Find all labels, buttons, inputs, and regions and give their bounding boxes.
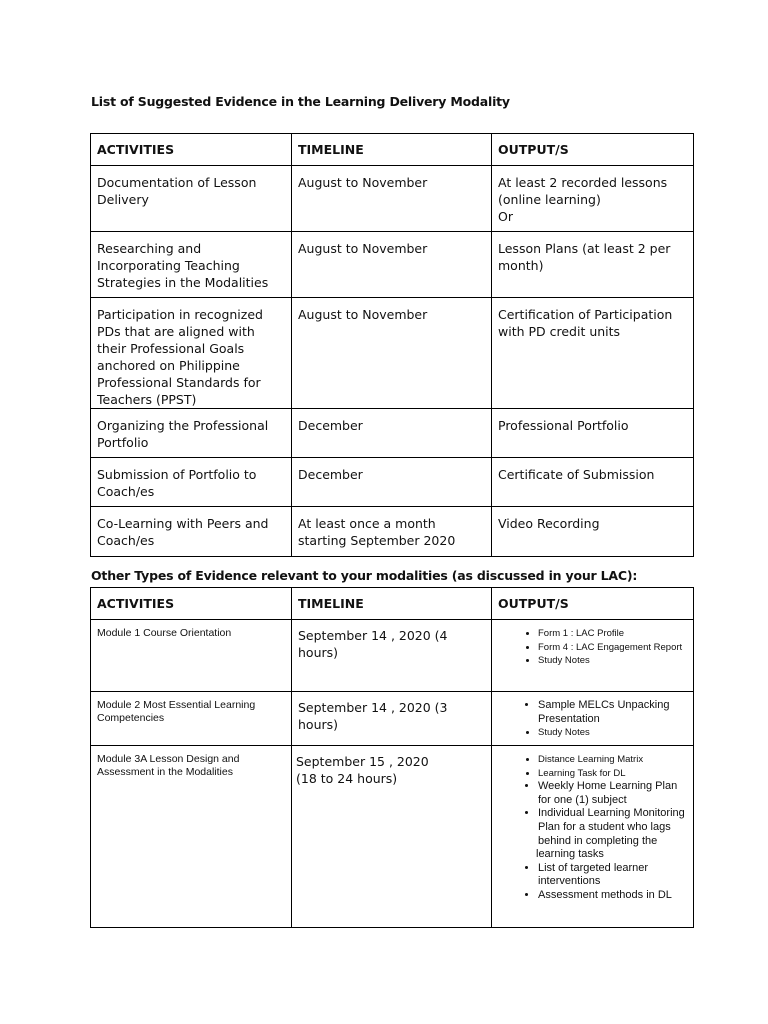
list-item: • Study Notes <box>538 726 687 740</box>
column-header-activities: ACTIVITIES <box>91 588 292 620</box>
activity-cell: Co-Learning with Peers and Coach/es <box>91 507 292 557</box>
table-header-row <box>91 588 694 620</box>
timeline-cell: September 14 , 2020 (3 hours) <box>292 692 492 746</box>
output-line: (online learning) <box>498 192 601 207</box>
list-item: • Form 4 : LAC Engagement Report <box>538 641 687 655</box>
timeline-cell: December <box>292 409 492 458</box>
timeline-cell: August to November <box>292 298 492 409</box>
activity-cell: Module 1 Course Orientation <box>91 620 292 692</box>
table-row <box>91 232 694 298</box>
list-item: • Form 1 : LAC Profile <box>538 627 687 641</box>
timeline-line: September 15 , 2020 <box>296 754 429 769</box>
section-title-other-evidence: Other Types of Evidence relevant to your modalities (as discussed in your LAC): <box>91 568 638 583</box>
table-row <box>91 409 694 458</box>
output-cell <box>492 692 694 746</box>
timeline-line: (18 to 24 hours) <box>296 771 398 786</box>
list-item: • List of targeted learner interventions <box>538 862 687 889</box>
output-line: At least 2 recorded lessons <box>498 175 668 190</box>
table-row <box>91 298 694 409</box>
table-row <box>91 692 694 746</box>
table-row <box>91 620 694 692</box>
column-header-activities: ACTIVITIES <box>91 134 292 166</box>
column-header-timeline: TIMELINE <box>292 588 492 620</box>
timeline-cell: September 14 , 2020 (4 hours) <box>292 620 492 692</box>
output-list <box>492 699 687 740</box>
activity-cell: Module 3A Lesson Design and Assessment in the Modalities <box>91 746 292 928</box>
timeline-cell: December <box>292 458 492 507</box>
list-item-continuation: learning tasks <box>536 848 604 861</box>
timeline-cell <box>292 746 492 928</box>
section-title-suggested-evidence: List of Suggested Evidence in the Learning Delivery Modality <box>91 94 510 109</box>
list-item: • Distance Learning Matrix <box>538 753 687 767</box>
output-cell: Professional Portfolio <box>492 409 694 458</box>
output-cell: Certificate of Submission <box>492 458 694 507</box>
timeline-cell: At least once a month starting September 2020 <box>292 507 492 557</box>
table-row <box>91 507 694 557</box>
output-cell <box>492 166 694 232</box>
output-cell <box>492 746 694 928</box>
activity-cell: Module 2 Most Essential Learning Competencies <box>91 692 292 746</box>
activity-cell: Researching and Incorporating Teaching Strategies in the Modalities <box>91 232 292 298</box>
timeline-cell: August to November <box>292 166 492 232</box>
list-item: • Weekly Home Learning Plan for one (1) subject <box>538 780 687 807</box>
table-header-row <box>91 134 694 166</box>
column-header-outputs: OUTPUT/S <box>492 134 694 166</box>
output-cell: Lesson Plans (at least 2 per month) <box>492 232 694 298</box>
list-item: • Individual Learning Monitoring Plan for a student who lags behind in completing the <box>538 807 687 848</box>
list-item: • Assessment methods in DL <box>538 889 687 903</box>
activity-cell: Submission of Portfolio to Coach/es <box>91 458 292 507</box>
output-list <box>492 627 687 668</box>
output-cell: Certification of Participation with PD credit units <box>492 298 694 409</box>
output-cell: Video Recording <box>492 507 694 557</box>
activity-cell: Participation in recognized PDs that are aligned with their Professional Goals anchored on Philippine Professional Standards for Teachers (PPST) <box>91 298 292 409</box>
table-row <box>91 166 694 232</box>
column-header-timeline: TIMELINE <box>292 134 492 166</box>
column-header-outputs: OUTPUT/S <box>492 588 694 620</box>
list-item: • Study Notes <box>538 654 687 668</box>
activity-cell: Organizing the Professional Portfolio <box>91 409 292 458</box>
timeline-cell: August to November <box>292 232 492 298</box>
other-evidence-table <box>90 587 694 928</box>
output-list <box>492 753 687 903</box>
list-item: • Learning Task for DL <box>538 767 687 781</box>
output-cell <box>492 620 694 692</box>
list-item: • Sample MELCs Unpacking Presentation <box>538 699 687 726</box>
table-row <box>91 458 694 507</box>
table-row <box>91 746 694 928</box>
activity-cell: Documentation of Lesson Delivery <box>91 166 292 232</box>
output-line: Or <box>498 209 513 224</box>
suggested-evidence-table <box>90 133 694 557</box>
